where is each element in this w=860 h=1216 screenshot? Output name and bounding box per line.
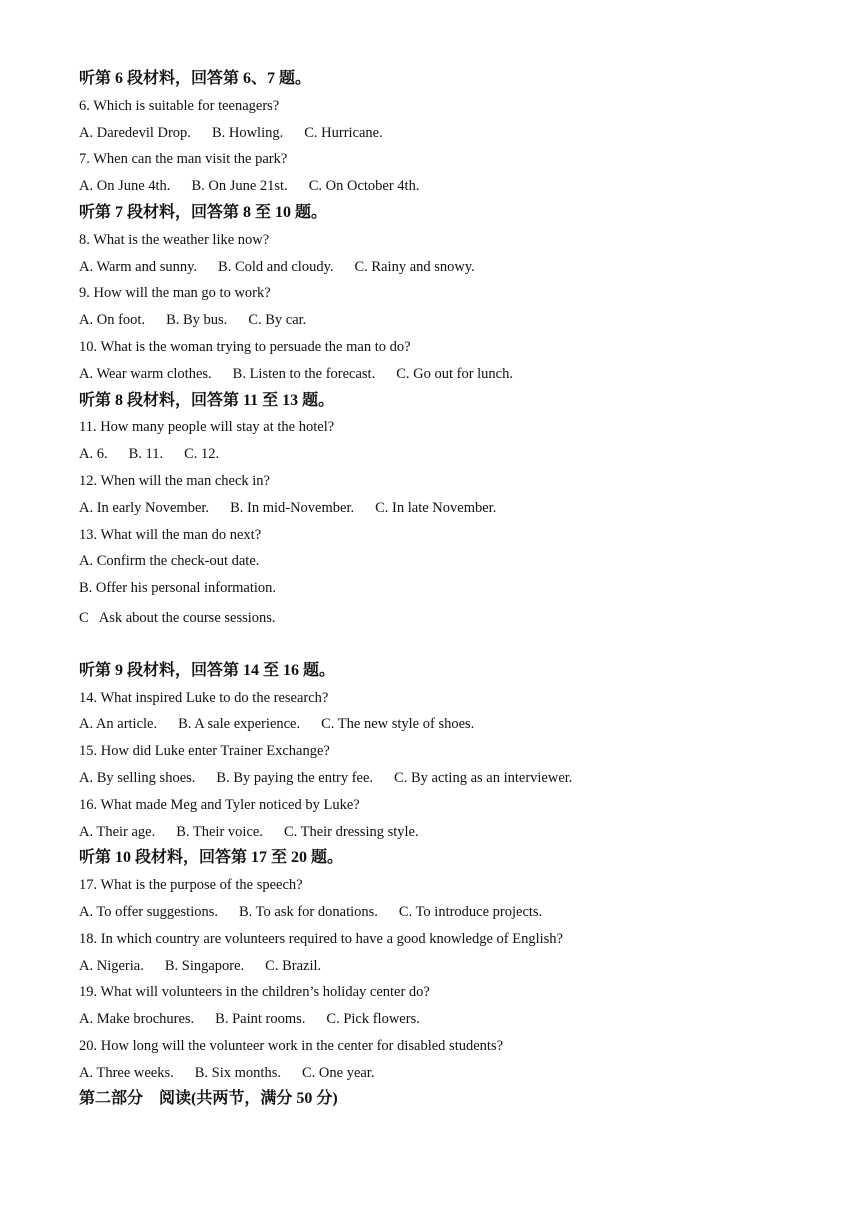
question: 10. What is the woman trying to persuade the man to do? [79,338,411,355]
option-line: C Ask about the course sessions. [79,609,276,626]
options-row [79,953,799,980]
section-heading: 听第 6 段材料，回答第 6、7 题。 [79,70,312,87]
option: A. Make brochures. [79,1011,195,1028]
question: 17. What is the purpose of the speech? [79,877,303,894]
options-row [79,120,799,147]
option: C. By acting as an interviewer. [394,769,573,786]
option: A. Their age. [79,823,156,840]
option: A. Wear warm clothes. [79,365,212,382]
question: 11. How many people will stay at the hotel? [79,419,335,436]
question: 19. What will volunteers in the children’s holiday center do? [79,984,430,1001]
option: B. In mid-November. [230,499,355,516]
question: 14. What inspired Luke to do the research? [79,689,329,706]
options-row [79,254,799,281]
spacer [79,632,799,658]
option: B. To ask for donations. [239,903,378,920]
question: 13. What will the man do next? [79,526,262,543]
option: A. On foot. [79,312,146,329]
option: A. Daredevil Drop. [79,124,191,141]
option: C. Go out for lunch. [396,365,513,382]
section-heading: 听第 10 段材料，回答第 17 至 20 题。 [79,849,344,867]
option: C. Rainy and snowy. [354,258,475,275]
option: A. On June 4th. [79,178,171,195]
option: A. Warm and sunny. [79,258,198,275]
option: C. 12. [184,446,220,463]
option: A. An article. [79,716,158,733]
option-line: B. Offer his personal information. [79,580,277,597]
options-row [79,1060,799,1087]
options-row [79,361,799,388]
options-row [79,765,799,792]
option: A. Nigeria. [79,957,144,974]
section-heading: 听第 9 段材料，回答第 14 至 16 题。 [79,661,336,679]
option: B. 11. [128,446,164,463]
question: 8. What is the weather like now? [79,231,270,248]
option: C. By car. [248,312,307,329]
option: C. One year. [301,1064,375,1081]
option: C. On October 4th. [308,178,420,195]
option: B. Cold and cloudy. [218,258,334,275]
question: 16. What made Meg and Tyler noticed by Luke? [79,796,360,813]
option-line: A. Confirm the check-out date. [79,553,260,570]
exam-page [79,66,799,1113]
option: C. Hurricane. [304,124,383,141]
option: B. By bus. [166,312,228,329]
part-heading: 第二部分 阅读(共两节，满分 50 分) [79,1090,338,1108]
option: B. By paying the entry fee. [216,769,374,786]
question: 7. When can the man visit the park? [79,151,288,168]
option: A. Three weeks. [79,1064,174,1081]
option: B. Six months. [194,1064,281,1081]
option: C. Brazil. [265,957,322,974]
question: 20. How long will the volunteer work in the center for disabled students? [79,1037,504,1054]
option: A. In early November. [79,499,210,516]
question: 9. How will the man go to work? [79,285,271,302]
option: A. 6. [79,446,108,463]
options-row [79,307,799,334]
option: A. To offer suggestions. [79,903,219,920]
option: B. Howling. [211,124,284,141]
options-row [79,819,799,846]
options-row [79,441,799,468]
option: B. Paint rooms. [215,1011,306,1028]
option: C. To introduce projects. [398,903,543,920]
option: B. A sale experience. [178,716,301,733]
question: 6. Which is suitable for teenagers? [79,97,280,114]
question: 18. In which country are volunteers required to have a good knowledge of English? [79,930,563,947]
options-row [79,711,799,738]
options-row [79,495,799,522]
option: B. Singapore. [164,957,245,974]
option: B. Their voice. [176,823,263,840]
options-row [79,899,799,926]
option: B. On June 21st. [191,178,288,195]
question: 15. How did Luke enter Trainer Exchange? [79,743,330,760]
option: C. Their dressing style. [283,823,419,840]
option: C. The new style of shoes. [321,716,475,733]
section-heading: 听第 8 段材料，回答第 11 至 13 题。 [79,391,335,409]
option: C. In late November. [375,499,497,516]
option: A. By selling shoes. [79,769,196,786]
option: C. Pick flowers. [326,1011,420,1028]
question: 12. When will the man check in? [79,472,270,489]
options-row [79,1006,799,1033]
section-heading: 听第 7 段材料，回答第 8 至 10 题。 [79,203,328,221]
options-row [79,173,799,200]
option: B. Listen to the forecast. [232,365,376,382]
